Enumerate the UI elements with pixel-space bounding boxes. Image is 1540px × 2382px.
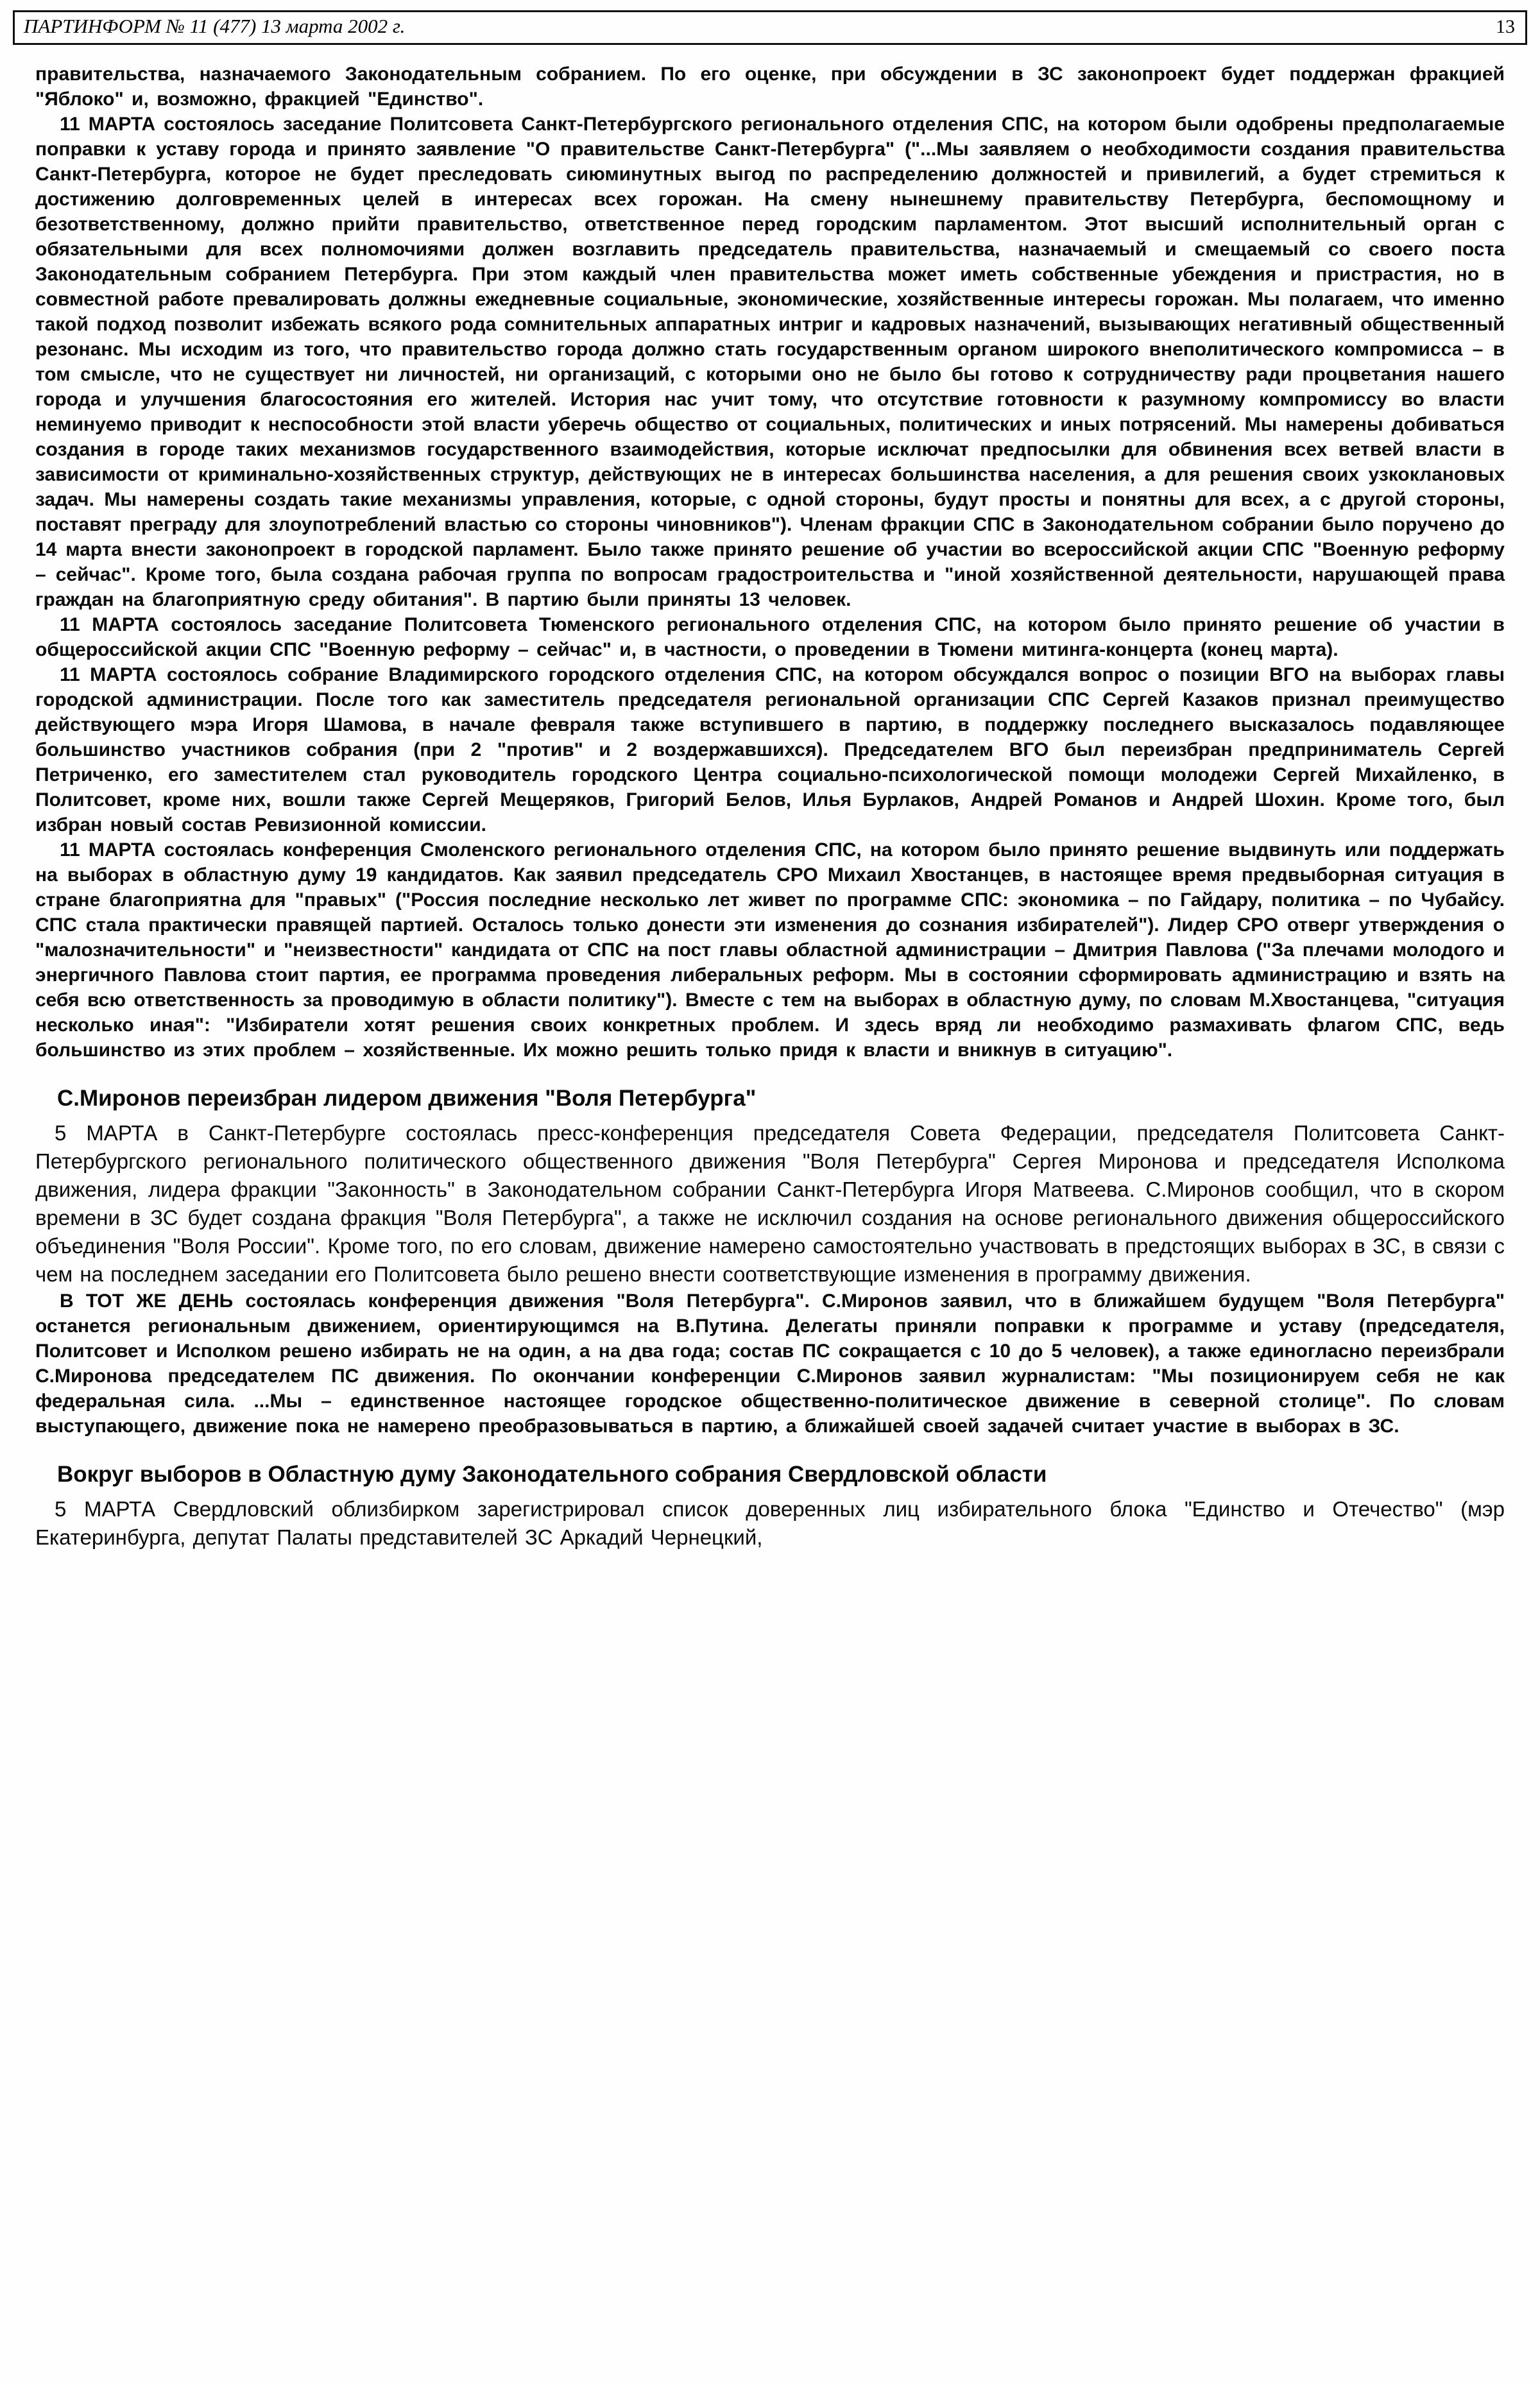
news-item-spb-sps: 11 МАРТА состоялось заседание Политсовета Санкт-Петербургского регионального отделения СПС, на котором были одобрены предполагаемые поправки к уставу города и принято заявление "О правительстве Санкт-Петербурга" ("...Мы заявляем о необходимости создания правительства Санкт-Петербурга, которое не будет преследовать сиюминутных выгод по распределению должностей и привилегий, а будет стремиться к достижению долговременных целей в интересах всех горожан. На смену нынешнему правительству Петербурга, беспомощному и безответственному, должно прийти правительство, ответственное перед городским парламентом. Этот высший исполнительный орган с обязательными для всех полномочиями должен возглавить председатель правительства, назначаемый и смещаемый со своего поста Законодательным собранием Петербурга. При этом каждый член правительства может иметь собственные убеждения и пристрастия, но в совместной работе превалировать должны ежедневные социальные, экономические, хозяйственные интересы горожан. Мы полагаем, что именно такой подход позволит избежать всякого рода сомнительных аппаратных интриг и кадровых назначений, вызывающих негативный общественный резонанс. Мы исходим из того, что правительство города должно стать государственным органом широкого внеполитического компромисса – в том смысле, что не существует ни личностей, ни организаций, с которыми оно не было бы готово к сотрудничеству ради процветания нашего города и улучшения благосостояния его жителей. История нас учит тому, что отсутствие готовности к разумному компромиссу во власти неминуемо приводит к неспособности этой власти уберечь общество от социальных, политических и иных потрясений. Мы намерены добиваться создания в городе таких механизмов государственного взаимодействия, которые исключат предпосылки для обвинения всех ветвей власти в зависимости от криминально-хозяйственных структур, действующих не в интересах большинства населения, а для решения своих узкоклановых задач. Мы намерены создать такие механизмы управления, которые, с одной стороны, будут просты и понятны для всех, а с другой стороны, поставят преграду для злоупотреблений властью со стороны чиновников"). Членам фракции СПС в Законодательном собрании было поручено до 14 марта внести законопроект в городской парламент. Было также принято решение об участии во всероссийской акции СПС "Военную реформу – сейчас". Кроме того, была создана рабочая группа по вопросам градостроительства и "иной хозяйственной деятельности, нарушающей права граждан на благоприятную среду обитания". В партию были приняты 13 человек.: [35, 114, 1505, 610]
page-header: [13, 10, 1527, 45]
lead-paragraph-sverdlovsk: 5 МАРТА Свердловский облизбирком зарегистрировал список доверенных лиц избирательного блока "Единство и Отечество" (мэр Екатеринбурга, депутат Палаты представителей ЗС Аркадий Чернецкий,: [35, 1497, 1505, 1549]
section-heading-sverdlovsk: Вокруг выборов в Областную думу Законодательного собрания Свердловской области: [57, 1462, 1047, 1487]
page-number: 13: [1496, 16, 1515, 37]
section-heading-mironov: С.Миронов переизбран лидером движения "Воля Петербурга": [57, 1086, 757, 1111]
paragraph-continuation: правительства, назначаемого Законодательным собранием. По его оценке, при обсуждении в ЗС законопроект будет поддержан фракцией "Яблоко" и, возможно, фракцией "Единство".: [35, 64, 1505, 110]
newsletter-title: ПАРТИНФОРМ № 11 (477) 13 марта 2002 г.: [24, 15, 406, 37]
news-item-mironov-conference: В ТОТ ЖЕ ДЕНЬ состоялась конференция движения "Воля Петербурга". С.Миронов заявил, что в ближайшем будущем "Воля Петербурга" останется региональным движением, ориентирующимся на В.Путина. Делегаты приняли поправки к программе и уставу (председателя, Политсовет и Исполком решено избирать не на один, а на два года; состав ПС сокращается с 10 до 5 человек), а также единогласно переизбрали С.Миронова председателем ПС движения. По окончании конференции С.Миронов заявил журналистам: "Мы позиционируем себя не как федеральная сила. ...Мы – единственное настоящее городское общественно-политическое движение в северной столице". По словам выступающего, движение пока не намерено преобразовываться в партию, а ближайшей своей задачей считает участие в выборах в ЗС.: [35, 1290, 1505, 1437]
lead-paragraph-mironov: 5 МАРТА в Санкт-Петербурге состоялась пресс-конференция председателя Совета Федерации, председателя Политсовета Санкт-Петербургского регионального политического общественного движения "Воля Петербурга" Сергея Миронова и председателя Исполкома движения, лидера фракции "Законность" в Законодательном собрании Санкт-Петербурга Игоря Матвеева. С.Миронов сообщил, что в скором времени в ЗС будет создана фракция "Воля Петербурга", а также не исключил создания на основе регионального движения общероссийского объединения "Воля России". Кроме того, по его словам, движение намерено самостоятельно участвовать в предстоящих выборах в ЗС, в связи с чем на последнем заседании его Политсовета было решено внести соответствующие изменения в программу движения.: [35, 1121, 1505, 1286]
page-body: [35, 62, 1505, 1552]
news-item-tyumen-sps: 11 МАРТА состоялось заседание Политсовета Тюменского регионального отделения СПС, на котором было принято решение об участии в общероссийской акции СПС "Военную реформу – сейчас" и, в частности, о проведении в Тюмени митинга-концерта (конец марта).: [35, 614, 1505, 660]
news-item-vladimir-sps: 11 МАРТА состоялось собрание Владимирского городского отделения СПС, на котором обсуждался вопрос о позиции ВГО на выборах главы городской администрации. После того как заместитель председателя региональной организации СПС Сергей Казаков признал преимущество действующего мэра Игоря Шамова, в начале февраля также вступившего в партию, в поддержку последнего высказалось подавляющее большинство участников собрания (при 2 "против" и 2 воздержавшихся). Председателем ВГО был переизбран предприниматель Сергей Петриченко, его заместителем стал руководитель городского Центра социально-психологической помощи молодежи Сергей Михайленко, в Политсовет, кроме них, вошли также Сергей Мещеряков, Григорий Белов, Илья Бурлаков, Андрей Романов и Андрей Шохин. Кроме того, был избран новый состав Ревизионной комиссии.: [35, 664, 1505, 835]
news-item-smolensk-sps: 11 МАРТА состоялась конференция Смоленского регионального отделения СПС, на котором было принято решение выдвинуть или поддержать на выборах в областную думу 19 кандидатов. Как заявил председатель СРО Михаил Хвостанцев, в настоящее время предвыборная ситуация в стране благоприятна для "правых" ("Россия последние несколько лет живет по программе СПС: экономика – по Гайдару, политика – по Чубайсу. СПС стала практически правящей партией. Осталось только донести эти изменения до сознания избирателей"). Лидер СРО отверг утверждения о "малозначительности" и "неизвестности" кандидата от СПС на пост главы областной администрации – Дмитрия Павлова ("За плечами молодого и энергичного Павлова стоит партия, ее программа проведения либеральных реформ. Мы в состоянии сформировать администрацию и взять на себя всю ответственность за проводимую в области политику"). Вместе с тем на выборах в областную думу, по словам М.Хвостанцева, "ситуация несколько иная": "Избиратели хотят решения своих конкретных проблем. И здесь вряд ли необходимо размахивать флагом СПС, ведь большинство из этих проблем – хозяйственные. Их можно решить только придя к власти и вникнув в ситуацию".: [35, 839, 1505, 1061]
